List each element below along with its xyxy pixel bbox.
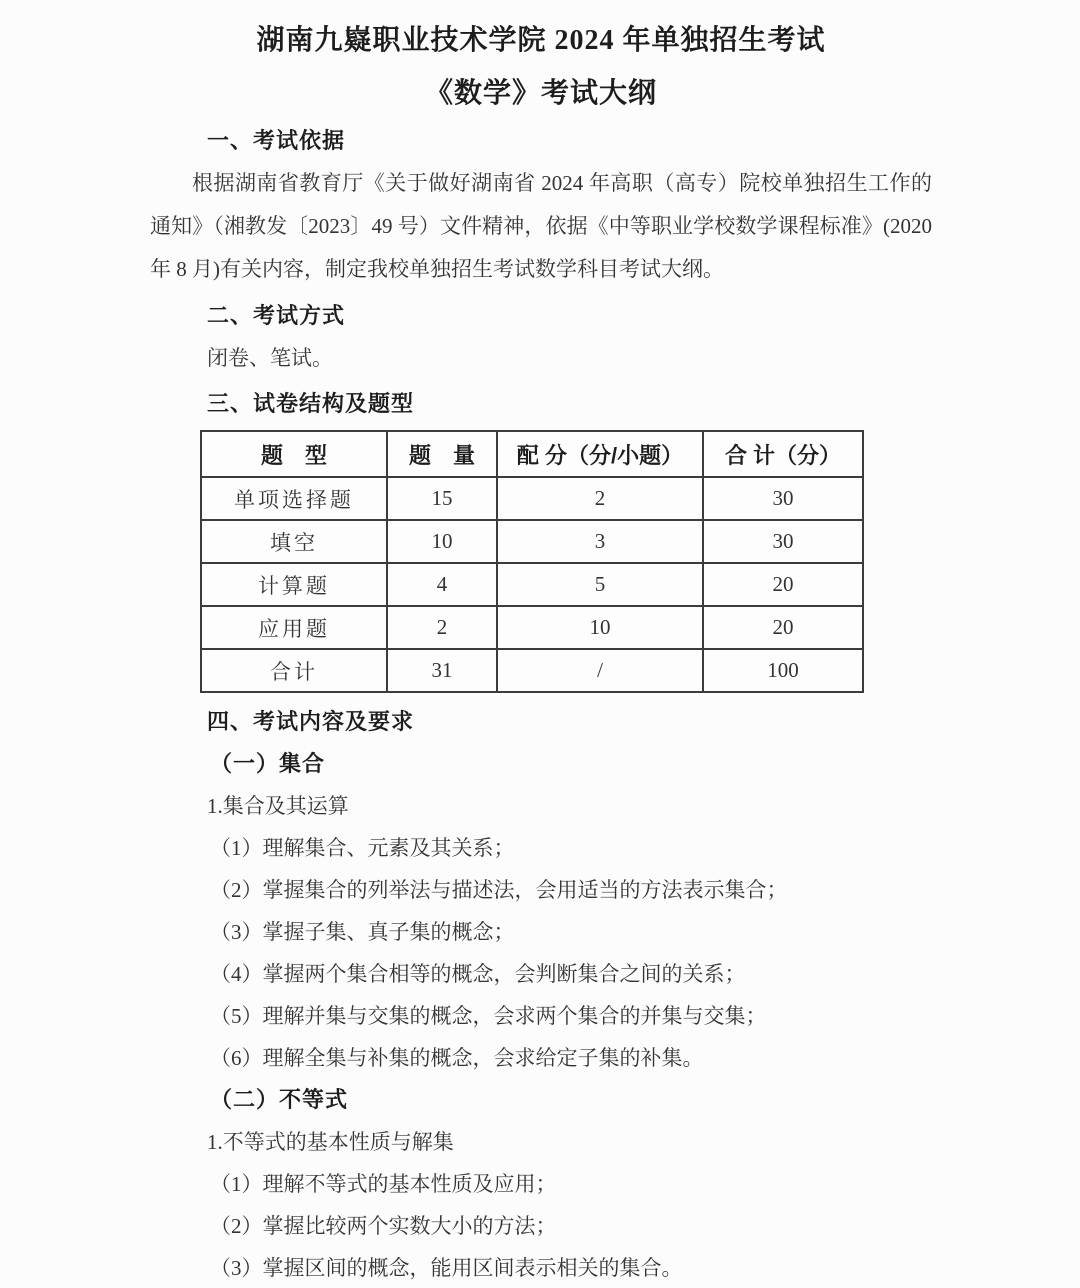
exam-structure-table [200, 430, 864, 693]
table-cell: / [497, 649, 703, 692]
table-cell: 10 [497, 606, 703, 649]
table-cell: 填空 [201, 520, 387, 563]
list-item: （6）理解全集与补集的概念，会求给定子集的补集。 [210, 1046, 704, 1070]
table-cell: 5 [497, 563, 703, 606]
section-basis-heading: 一、考试依据 [207, 128, 346, 153]
document-title-line-2: 《数学》考试大纲 [424, 78, 657, 109]
subsection-inequality-topic: 1.不等式的基本性质与解集 [207, 1130, 454, 1154]
list-item: （2）掌握比较两个实数大小的方法； [210, 1214, 557, 1238]
table-row-fill-blank [201, 520, 863, 563]
section-content-heading: 四、考试内容及要求 [207, 709, 415, 734]
table-cell: 100 [703, 649, 863, 692]
table-cell: 计算题 [201, 563, 387, 606]
table-row-calculation [201, 563, 863, 606]
table-cell: 3 [497, 520, 703, 563]
list-item: （4）掌握两个集合相等的概念，会判断集合之间的关系； [210, 962, 746, 986]
table-cell: 20 [703, 606, 863, 649]
list-item: （5）理解并集与交集的概念，会求两个集合的并集与交集； [210, 1004, 767, 1028]
table-row-application [201, 606, 863, 649]
list-item: （1）理解集合、元素及其关系； [210, 836, 515, 860]
list-item: （2）掌握集合的列举法与描述法，会用适当的方法表示集合； [210, 878, 788, 902]
col-header-total-points: 合 计（分） [703, 431, 863, 477]
table-cell: 2 [387, 606, 497, 649]
subsection-sets-heading: （一）集合 [210, 751, 326, 776]
table-cell: 4 [387, 563, 497, 606]
col-header-question-count: 题 量 [387, 431, 497, 477]
table-cell: 30 [703, 520, 863, 563]
document-title-line-1: 湖南九嶷职业技术学院 2024 年单独招生考试 [256, 25, 826, 56]
subsection-inequality-heading: （二）不等式 [210, 1087, 349, 1112]
section-method-content: 闭卷、笔试。 [207, 346, 333, 370]
list-item: （3）掌握子集、真子集的概念； [210, 920, 515, 944]
table-cell: 15 [387, 477, 497, 520]
section-method-heading: 二、考试方式 [207, 303, 346, 328]
table-cell: 31 [387, 649, 497, 692]
table-row-total [201, 649, 863, 692]
table-cell: 应用题 [201, 606, 387, 649]
section-structure-heading: 三、试卷结构及题型 [207, 391, 415, 416]
table-cell: 30 [703, 477, 863, 520]
table-row-single-choice [201, 477, 863, 520]
table-cell: 2 [497, 477, 703, 520]
table-cell: 单项选择题 [201, 477, 387, 520]
table-cell: 20 [703, 563, 863, 606]
section-basis-paragraph: 根据湖南省教育厅《关于做好湖南省 2024 年高职（高专）院校单独招生工作的通知》（湘教发〔2023〕49 号）文件精神，依据《中等职业学校数学课程标准》(2020 年 8 月)有关内容，制定我校单独招生考试数学科目考试大纲。 [150, 171, 932, 281]
table-cell: 10 [387, 520, 497, 563]
col-header-question-type: 题 型 [201, 431, 387, 477]
subsection-sets-topic: 1.集合及其运算 [207, 794, 349, 818]
table-cell: 合计 [201, 649, 387, 692]
table-header-row [201, 431, 863, 477]
col-header-points-per-item: 配 分（分/小题） [497, 431, 703, 477]
list-item: （1）理解不等式的基本性质及应用； [210, 1172, 557, 1196]
list-item: （3）掌握区间的概念，能用区间表示相关的集合。 [210, 1256, 683, 1280]
